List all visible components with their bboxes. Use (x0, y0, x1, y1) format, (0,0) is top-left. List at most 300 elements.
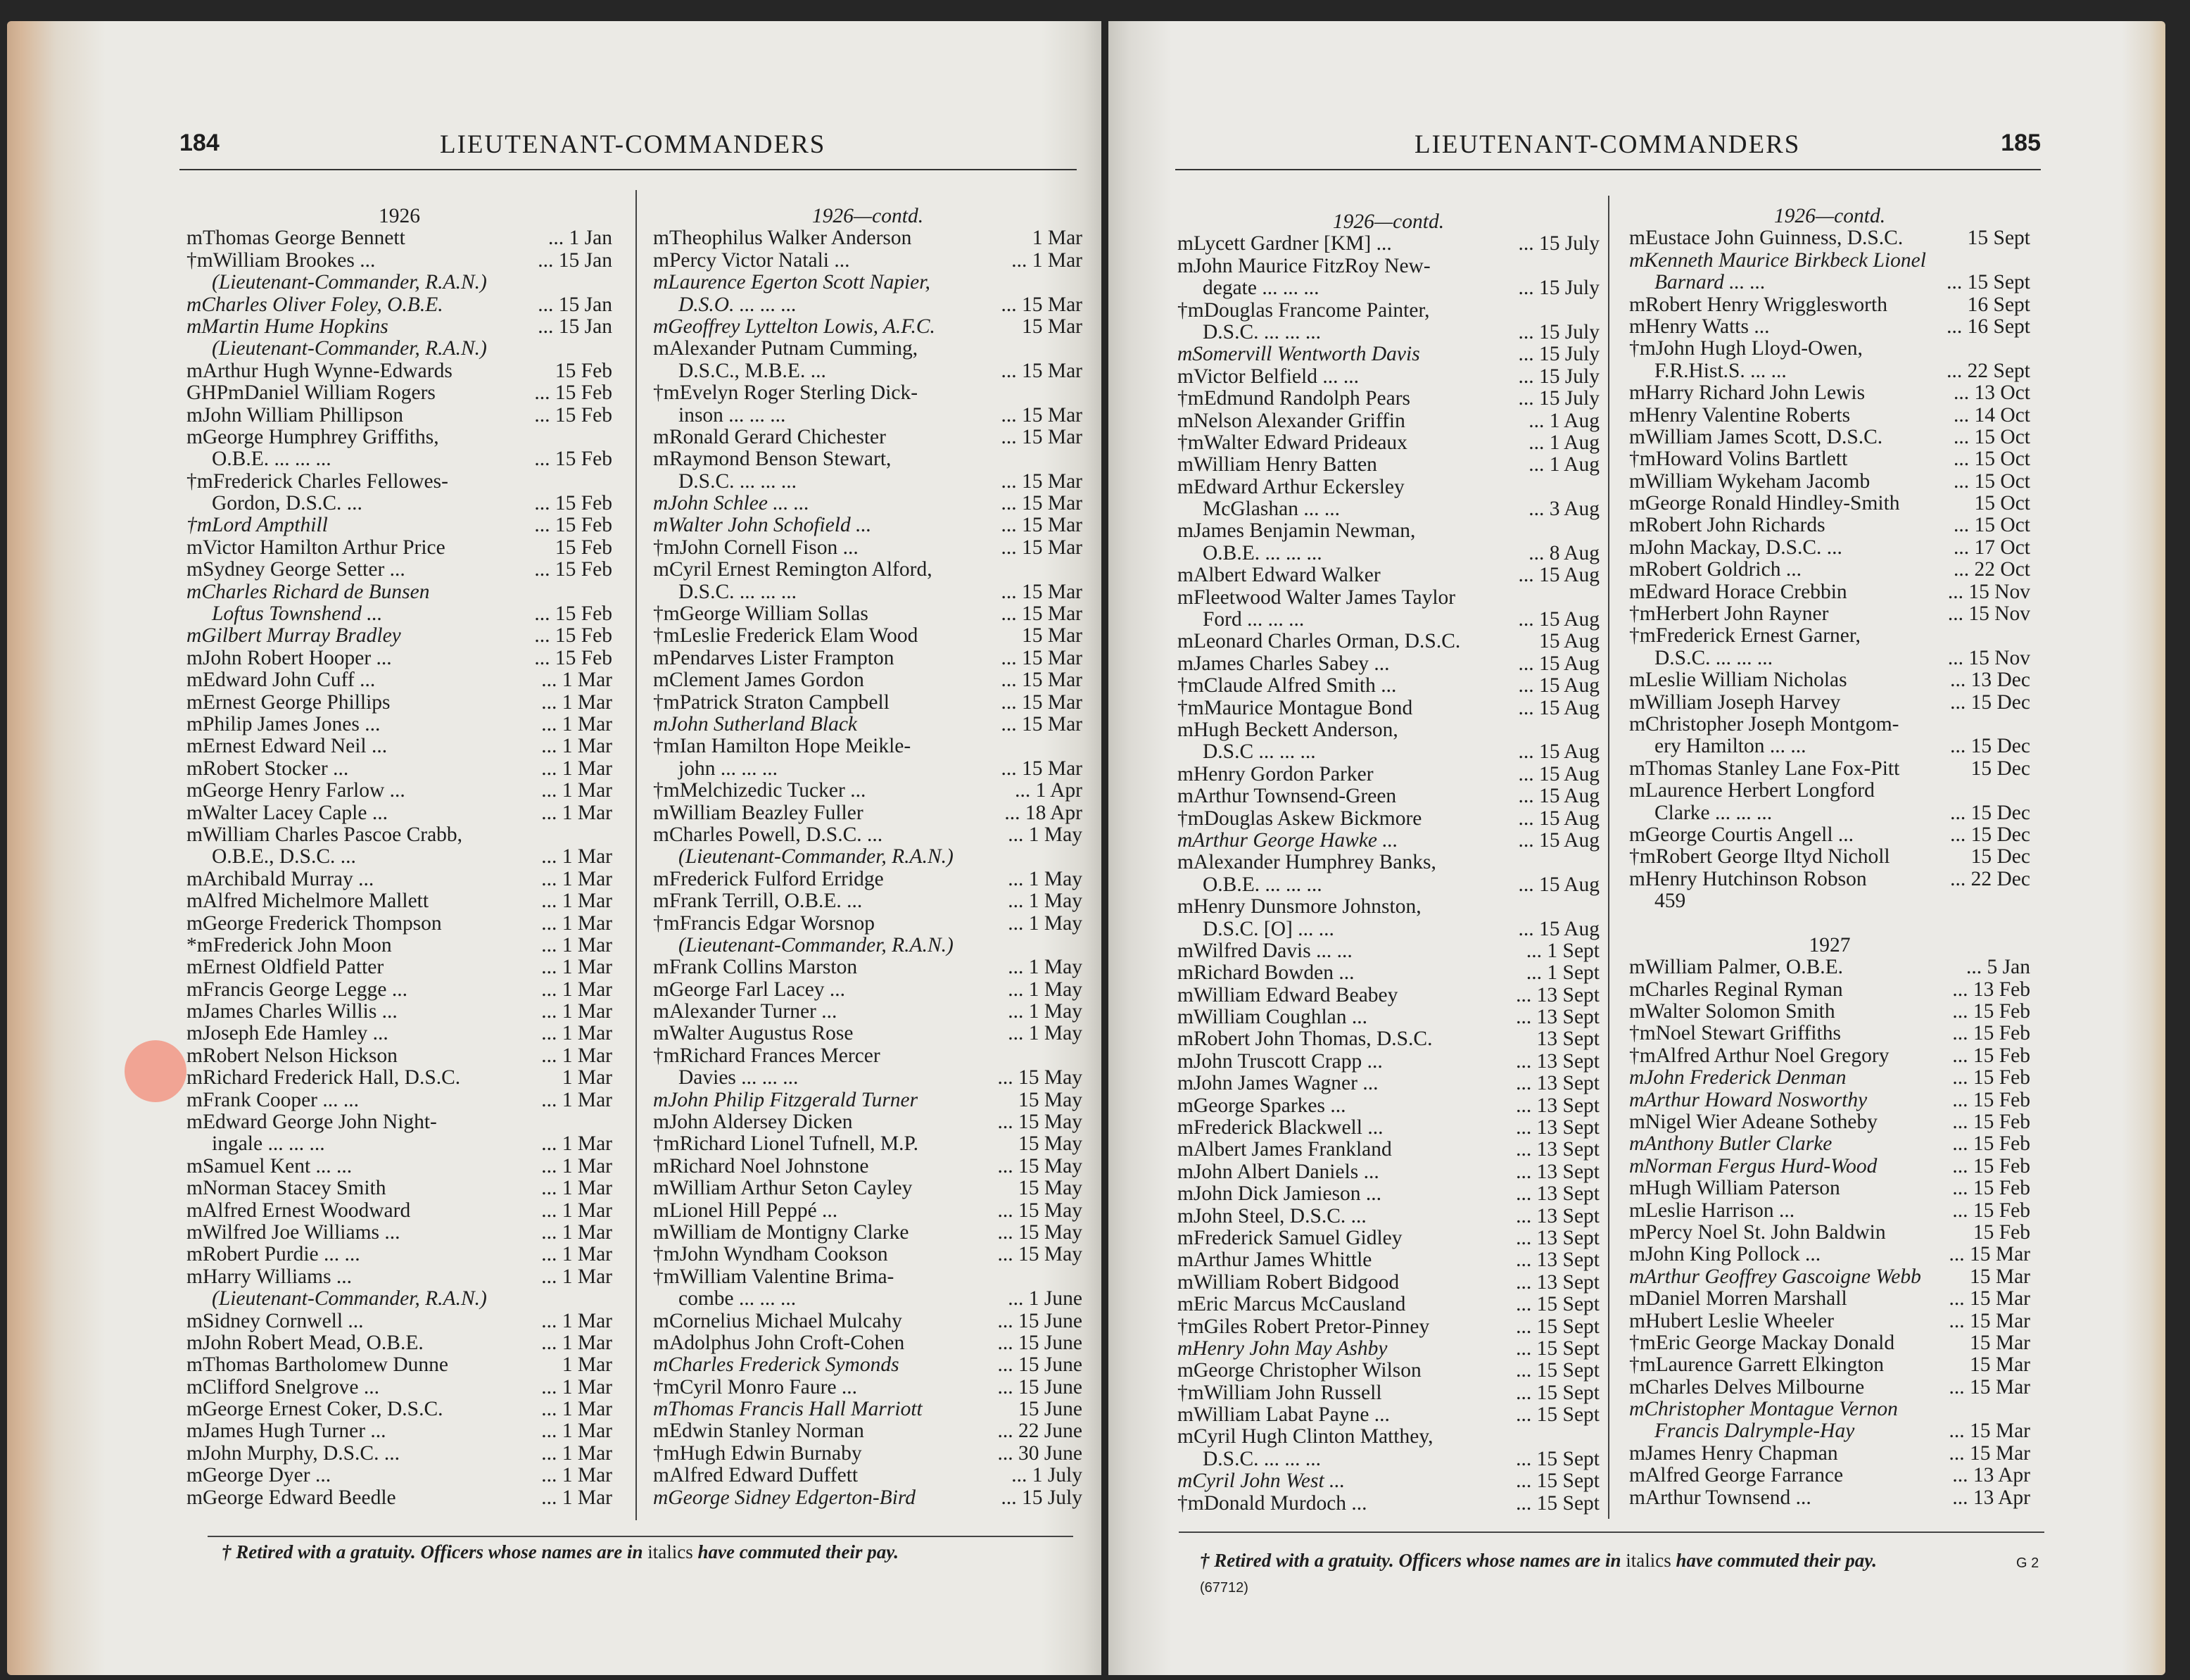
officer-entry (186, 1354, 612, 1376)
officer-entry (653, 1045, 1082, 1067)
seniority-date: ... 15 Feb (534, 558, 612, 581)
officer-entry-continuation (1177, 498, 1600, 520)
officer-name: mLeonard Charles Orman, D.S.C. (1177, 630, 1461, 653)
officer-name: mWilliam Palmer, O.B.E. (1629, 956, 1844, 979)
officer-entry (186, 1222, 612, 1244)
officer-name: mJohn Robert Mead, O.B.E. (186, 1331, 424, 1354)
officer-entry (1629, 1244, 2030, 1265)
right-footer-rule (1179, 1531, 2044, 1533)
officer-entry (653, 316, 1082, 338)
officer-name: mAlbert James Frankland (1177, 1138, 1392, 1161)
officer-name: mErnest Oldfield Patter (186, 956, 384, 979)
right-page-number: 185 (2001, 130, 2041, 156)
officer-entry (1629, 824, 2030, 846)
officer-name: mEdward Arthur Eckersley (1177, 475, 1405, 498)
seniority-date: ... 15 Dec (1950, 801, 2030, 824)
officer-name: mAnthony Butler Clarke (1629, 1132, 1833, 1156)
officer-entry (1177, 1338, 1600, 1360)
officer-entry (1629, 250, 2030, 272)
officer-entry (1177, 587, 1600, 609)
officer-entry (1629, 514, 2030, 536)
seniority-date: ... 15 Feb (534, 514, 612, 537)
officer-name: mHarry Richard John Lewis (1629, 381, 1866, 405)
officer-name: mJohn King Pollock ... (1629, 1243, 1821, 1266)
officer-entry (653, 692, 1082, 714)
left-page-title: LIEUTENANT-COMMANDERS (440, 130, 826, 159)
left-column-divider (635, 190, 637, 1520)
officer-entry (653, 1023, 1082, 1044)
officer-entry (1629, 956, 2030, 978)
officer-name: mJohn Truscott Crapp ... (1177, 1049, 1383, 1073)
officer-entry (1629, 1266, 2030, 1288)
seniority-date: ... 13 Sept (1516, 1182, 1600, 1206)
officer-name: 459 (1654, 890, 1686, 913)
seniority-date: ... 1 Mar (541, 1088, 612, 1111)
seniority-date: ... 30 June (997, 1441, 1082, 1465)
officer-name: mCharles Richard de Bunsen (186, 580, 430, 603)
seniority-date: ... 15 Jan (538, 248, 612, 272)
officer-name: mJohn Frederick Denman (1629, 1066, 1847, 1090)
officer-name: mFleetwood Walter James Taylor (1177, 586, 1456, 609)
seniority-date: ... 15 Aug (1518, 740, 1600, 764)
seniority-date: 15 Mar (1969, 1331, 2030, 1354)
seniority-date: ... 1 Mar (541, 890, 612, 913)
seniority-date: ... 15 Jan (538, 315, 612, 338)
officer-entry (653, 1222, 1082, 1244)
seniority-date: ... 1 Mar (541, 867, 612, 890)
officer-name: mCharles Oliver Foley, O.B.E. (186, 293, 443, 316)
officer-name: mFrancis George Legge ... (186, 978, 408, 1001)
seniority-date: ... 15 Aug (1518, 807, 1600, 830)
seniority-date: ... 15 Aug (1518, 762, 1600, 785)
seniority-date: ... 13 Sept (1516, 1116, 1600, 1139)
seniority-date: ... 15 Mar (1001, 425, 1082, 448)
seniority-date: ... 1 May (1008, 867, 1082, 890)
officer-name: mArthur Geoffrey Gascoigne Webb (1629, 1265, 1921, 1288)
officer-name: mFrederick Samuel Gidley (1177, 1226, 1403, 1249)
officer-name: mWalter Augustus Rose (653, 1022, 854, 1045)
officer-name: D.S.C ... ... ... (1203, 740, 1316, 764)
officer-name: mChristopher Joseph Montgom- (1629, 712, 1899, 735)
officer-name: †mFrederick Charles Fellowes- (186, 469, 448, 493)
seniority-date: ... 15 May (997, 1066, 1082, 1090)
seniority-date: ... 1 Mar (541, 978, 612, 1001)
officer-entry (186, 581, 612, 603)
officer-entry (1629, 1200, 2030, 1222)
officer-entry (1629, 1443, 2030, 1465)
officer-entry (1629, 1354, 2030, 1376)
officer-entry (1629, 1398, 2030, 1420)
seniority-date: 15 May (1018, 1088, 1082, 1111)
right-column-divider (1608, 196, 1609, 1519)
seniority-date: ... 15 July (1518, 387, 1600, 410)
officer-name: mJames Hugh Turner ... (186, 1420, 386, 1443)
officer-entry (186, 935, 612, 956)
officer-entry (1177, 454, 1600, 476)
seniority-date: ... 13 Sept (1516, 1249, 1600, 1272)
officer-entry (1177, 808, 1600, 830)
seniority-date: 15 May (1018, 1132, 1082, 1156)
officer-entry (1629, 714, 2030, 735)
officer-name: Ford ... ... ... (1203, 608, 1305, 631)
officer-entry (653, 1420, 1082, 1442)
officer-entry (1177, 300, 1600, 322)
officer-entry (1177, 1294, 1600, 1315)
officer-entry (1629, 603, 2030, 625)
officer-entry (186, 1023, 612, 1044)
officer-entry (653, 1090, 1082, 1111)
seniority-date: ... 1 Mar (541, 1154, 612, 1177)
officer-name: mJohn Murphy, D.S.C. ... (186, 1441, 400, 1465)
officer-entry (1629, 1001, 2030, 1023)
seniority-date: ... 15 Feb (1952, 1066, 2030, 1090)
seniority-date: ... 1 Mar (541, 1398, 612, 1421)
officer-name: mRichard Frederick Hall, D.S.C. (186, 1066, 461, 1090)
seniority-date: ... 15 Sept (1516, 1491, 1600, 1515)
officer-name: mGeorge Edward Beedle (186, 1486, 396, 1509)
seniority-date: ... 15 Feb (1952, 1000, 2030, 1023)
officer-entry (1177, 631, 1600, 652)
seniority-date: ... 15 June (997, 1331, 1082, 1354)
seniority-date: ... 15 Dec (1950, 690, 2030, 714)
officer-entry (1177, 564, 1600, 586)
officer-entry (653, 603, 1082, 625)
officer-name: GHPmDaniel William Rogers (186, 381, 436, 405)
officer-entry (1629, 382, 2030, 404)
officer-name: †mLeslie Frederick Elam Wood (653, 624, 918, 648)
officer-entry (186, 471, 612, 493)
seniority-date: ... 18 Apr (1004, 801, 1082, 824)
officer-entry (186, 1156, 612, 1177)
seniority-date: ... 1 May (1008, 1000, 1082, 1023)
seniority-date: ... 15 June (997, 1353, 1082, 1377)
officer-entry (1629, 780, 2030, 802)
officer-entry (186, 648, 612, 669)
officer-entry (1177, 896, 1600, 918)
officer-name: mHenry Watts ... (1629, 315, 1770, 338)
officer-entry-continuation (653, 471, 1082, 493)
seniority-date: ... 15 Dec (1950, 735, 2030, 758)
officer-entry (653, 1465, 1082, 1486)
officer-entry (186, 1045, 612, 1067)
officer-entry (1629, 1288, 2030, 1310)
officer-entry (186, 1244, 612, 1265)
seniority-date: ... 1 Aug (1528, 431, 1600, 454)
officer-entry-continuation (1177, 543, 1600, 564)
seniority-date: ... 15 Nov (1947, 602, 2030, 626)
officer-entry (1629, 559, 2030, 581)
rank-note (186, 272, 612, 293)
officer-entry (1629, 1023, 2030, 1044)
seniority-date: ... 22 Oct (1954, 558, 2030, 581)
officer-entry (186, 758, 612, 780)
officer-name: (Lieutenant-Commander, R.A.N.) (678, 933, 954, 956)
officer-entry (186, 537, 612, 559)
officer-name: †mLord Ampthill (186, 514, 328, 537)
seniority-date: ... 1 Mar (541, 911, 612, 935)
officer-name: mWalter Solomon Smith (1629, 1000, 1835, 1023)
seniority-date: ... 15 Mar (1001, 712, 1082, 735)
officer-entry (1629, 427, 2030, 448)
seniority-date: ... 15 May (997, 1111, 1082, 1134)
seniority-date: ... 14 Oct (1954, 403, 2030, 427)
rank-note (653, 935, 1082, 956)
officer-name: mRichard Noel Johnstone (653, 1154, 869, 1177)
officer-name: mEdward Horace Crebbin (1629, 580, 1847, 603)
officer-name: (Lieutenant-Commander, R.A.N.) (212, 271, 487, 294)
seniority-date: ... 1 July (1011, 1464, 1082, 1487)
officer-name: mHenry Valentine Roberts (1629, 403, 1851, 427)
seniority-date: ... 1 Mar (541, 1132, 612, 1156)
seniority-date: ... 15 July (1001, 1486, 1082, 1509)
officer-entry-continuation (653, 1288, 1082, 1310)
officer-entry (653, 382, 1082, 404)
seniority-date: ... 15 Feb (1952, 1199, 2030, 1222)
officer-name: mFrederick Fulford Erridge (653, 867, 884, 890)
officer-entry (653, 1266, 1082, 1288)
seniority-date: ... 15 July (1518, 343, 1600, 366)
officer-name: mEdwin Stanley Norman (653, 1420, 864, 1443)
officer-entry (186, 669, 612, 691)
officer-name: mCharles Reginal Ryman (1629, 978, 1843, 1001)
officer-entry-continuation (1177, 277, 1600, 299)
officer-name: mJohn Schlee ... ... (653, 492, 809, 515)
seniority-date: 15 Feb (1973, 1220, 2030, 1244)
seniority-date: ... 15 Aug (1518, 674, 1600, 697)
seniority-date: ... 1 May (1008, 978, 1082, 1001)
officer-name: mFrank Collins Marston (653, 956, 858, 979)
seniority-date: ... 15 June (997, 1309, 1082, 1332)
seniority-date: ... 15 Feb (1952, 1088, 2030, 1111)
officer-entry (653, 979, 1082, 1001)
officer-entry (1629, 1156, 2030, 1177)
officer-name: D.S.O. ... ... ... (678, 293, 797, 316)
officer-name: †mGiles Robert Pretor-Pinney (1177, 1315, 1430, 1338)
officer-entry-continuation (1629, 648, 2030, 669)
printer-code: (67712) (1200, 1580, 1248, 1596)
officer-name: mArthur Hugh Wynne-Edwards (186, 359, 452, 382)
officer-entry (1629, 316, 2030, 338)
officer-entry-continuation (653, 1067, 1082, 1089)
seniority-date: ... 15 Mar (1001, 492, 1082, 515)
seniority-date: ... 15 June (997, 1375, 1082, 1398)
officer-entry-continuation (653, 360, 1082, 382)
officer-entry (653, 250, 1082, 272)
officer-name: †mEdmund Randolph Pears (1177, 387, 1411, 410)
officer-entry (186, 559, 612, 581)
seniority-date: ... 15 Sept (1516, 1293, 1600, 1316)
officer-name: mCharles Delves Milbourne (1629, 1375, 1865, 1398)
officer-name: mAlbert Edward Walker (1177, 564, 1381, 587)
officer-entry (1629, 1133, 2030, 1155)
officer-entry (186, 802, 612, 824)
officer-name: †mRobert George Iltyd Nicholl (1629, 845, 1890, 869)
blank-line (1629, 913, 2030, 935)
officer-name: inson ... ... ... (678, 403, 786, 427)
left-column-1 (186, 206, 612, 1509)
officer-entry (653, 890, 1082, 912)
officer-entry-continuation (1629, 1420, 2030, 1442)
officer-name: O.B.E. ... ... ... (212, 448, 331, 471)
officer-name: mCornelius Michael Mulcahy (653, 1309, 902, 1332)
seniority-date: 15 Feb (555, 536, 612, 559)
officer-name: mRobert Purdie ... ... (186, 1243, 360, 1266)
officer-name: mLionel Hill Peppé ... (653, 1199, 838, 1222)
seniority-date: ... 13 Sept (1516, 1160, 1600, 1183)
seniority-date: ... 1 May (1008, 956, 1082, 979)
officer-entry (1629, 537, 2030, 559)
officer-name: (Lieutenant-Commander, R.A.N.) (212, 1287, 487, 1310)
officer-name: john ... ... ... (678, 757, 778, 780)
officer-name: †mNoel Stewart Griffiths (1629, 1022, 1841, 1045)
officer-name: D.S.C. ... ... ... (678, 469, 797, 493)
officer-name: †mHoward Volins Bartlett (1629, 448, 1848, 471)
officer-name: F.R.Hist.S. ... ... (1654, 359, 1787, 382)
officer-entry (653, 559, 1082, 581)
officer-name: mHenry Dunsmore Johnston, (1177, 895, 1422, 918)
officer-entry (1177, 830, 1600, 852)
officer-name: mWilfred Joe Williams ... (186, 1220, 400, 1244)
seniority-date: ... 15 Oct (1954, 514, 2030, 537)
officer-entry (653, 427, 1082, 448)
officer-entry (653, 1156, 1082, 1177)
seniority-date: 1 Mar (562, 1353, 612, 1377)
officer-name: mRobert Henry Wrigglesworth (1629, 293, 1887, 316)
seniority-date: ... 1 Mar (541, 1243, 612, 1266)
officer-name: †mFrancis Edgar Worsnop (653, 911, 875, 935)
officer-entry (186, 382, 612, 404)
officer-entry (1629, 471, 2030, 493)
officer-name: mWilliam Edward Beabey (1177, 983, 1398, 1006)
officer-entry (653, 1398, 1082, 1420)
right-column-1 (1177, 211, 1600, 1515)
officer-entry (186, 227, 612, 249)
seniority-date: 15 Dec (1970, 757, 2030, 780)
seniority-date: ... 13 Sept (1516, 1094, 1600, 1117)
officer-entry-continuation (1629, 890, 2030, 912)
officer-entry (186, 1465, 612, 1486)
officer-name: †mEvelyn Roger Sterling Dick- (653, 381, 918, 405)
officer-name: mClifford Snelgrove ... (186, 1375, 379, 1398)
officer-name: D.S.C. ... ... ... (1203, 1447, 1322, 1470)
seniority-date: ... 1 Mar (541, 1000, 612, 1023)
officer-entry (1629, 227, 2030, 249)
officer-entry (1177, 940, 1600, 962)
seniority-date: 13 Sept (1536, 1028, 1600, 1051)
officer-entry-continuation (186, 493, 612, 514)
officer-name: mArthur James Whittle (1177, 1249, 1372, 1272)
seniority-date: ... 1 Mar (541, 1464, 612, 1487)
officer-name: mRaymond Benson Stewart, (653, 448, 892, 471)
officer-entry (1177, 1426, 1600, 1448)
seniority-date: ... 1 May (1008, 823, 1082, 846)
seniority-date: ... 1 May (1008, 890, 1082, 913)
seniority-date: ... 1 Mar (541, 1022, 612, 1045)
officer-entry (653, 669, 1082, 691)
officer-entry (1629, 1177, 2030, 1199)
officer-name: combe ... ... ... (678, 1287, 797, 1310)
officer-entry (1629, 1222, 2030, 1244)
officer-entry (1629, 581, 2030, 603)
seniority-date: ... 15 Mar (1001, 469, 1082, 493)
seniority-date: ... 15 Feb (1952, 1132, 2030, 1156)
officer-name: †mWilliam Brookes ... (186, 248, 376, 272)
signature-mark: G 2 (2016, 1555, 2039, 1571)
seniority-date: ... 22 Dec (1950, 867, 2030, 890)
seniority-date: ... 15 Mar (1949, 1441, 2030, 1465)
officer-name: mErnest Edward Neil ... (186, 735, 388, 758)
officer-name: mWilliam Arthur Seton Cayley (653, 1177, 913, 1200)
seniority-date: ... 15 July (1518, 232, 1600, 255)
officer-name: mArthur George Hawke ... (1177, 828, 1398, 852)
officer-name: Francis Dalrymple-Hay (1654, 1420, 1855, 1443)
officer-name: Davies ... ... ... (678, 1066, 799, 1090)
seniority-date: ... 15 May (997, 1243, 1082, 1266)
officer-entry-continuation (1177, 609, 1600, 631)
officer-name: †mFrederick Ernest Garner, (1629, 624, 1861, 648)
officer-name: †mJohn Cornell Fison ... (653, 536, 859, 559)
officer-entry (1177, 1404, 1600, 1426)
officer-name: mCharles Powell, D.S.C. ... (653, 823, 883, 846)
officer-name: mRobert Stocker ... (186, 757, 349, 780)
seniority-date: ... 15 Dec (1950, 823, 2030, 846)
seniority-date: ... 1 Mar (541, 1441, 612, 1465)
officer-entry (1177, 1206, 1600, 1227)
officer-entry (653, 1200, 1082, 1222)
officer-name: mSamuel Kent ... ... (186, 1154, 353, 1177)
seniority-date: ... 15 Feb (1952, 1022, 2030, 1045)
seniority-date: 15 Dec (1970, 845, 2030, 869)
officer-name: mNigel Wier Adeane Sotheby (1629, 1111, 1878, 1134)
seniority-date: ... 1 Mar (541, 669, 612, 692)
officer-entry (1177, 675, 1600, 697)
officer-entry (186, 1001, 612, 1023)
officer-entry (653, 780, 1082, 802)
officer-name: †mDouglas Francome Painter, (1177, 298, 1430, 322)
officer-entry (186, 890, 612, 912)
officer-entry (653, 869, 1082, 890)
officer-name: mDaniel Morren Marshall (1629, 1287, 1847, 1310)
pink-sticker-dot (125, 1040, 186, 1102)
officer-entry (186, 250, 612, 272)
officer-entry (653, 1177, 1082, 1199)
right-page-title: LIEUTENANT-COMMANDERS (1414, 130, 1801, 159)
officer-name: mHenry Hutchinson Robson (1629, 867, 1867, 890)
seniority-date: ... 1 May (1008, 911, 1082, 935)
left-page (7, 21, 1101, 1675)
officer-entry-continuation (1177, 918, 1600, 940)
officer-entry (1629, 846, 2030, 868)
seniority-date: ... 1 Mar (541, 1309, 612, 1332)
officer-name: mGeorge Ronald Hindley-Smith (1629, 492, 1900, 515)
officer-name: mWilliam Wykeham Jacomb (1629, 469, 1871, 493)
seniority-date: ... 13 Sept (1516, 1204, 1600, 1227)
officer-name: mEric Marcus McCausland (1177, 1293, 1406, 1316)
officer-name: mHugh William Paterson (1629, 1177, 1840, 1200)
officer-name: mCharles Frederick Symonds (653, 1353, 899, 1377)
officer-name: mRobert John Richards (1629, 514, 1825, 537)
year-heading: 1926—contd. (1773, 205, 1886, 227)
officer-entry-continuation (1629, 735, 2030, 757)
seniority-date: ... 15 Nov (1947, 580, 2030, 603)
officer-entry-continuation (1177, 1448, 1600, 1470)
officer-entry (1629, 1310, 2030, 1332)
officer-entry-continuation (1177, 322, 1600, 343)
officer-name: mJohn Steel, D.S.C. ... (1177, 1204, 1367, 1227)
officer-entry (1629, 979, 2030, 1001)
seniority-date: ... 15 Oct (1954, 469, 2030, 493)
officer-name: mCyril John West ... (1177, 1470, 1346, 1493)
